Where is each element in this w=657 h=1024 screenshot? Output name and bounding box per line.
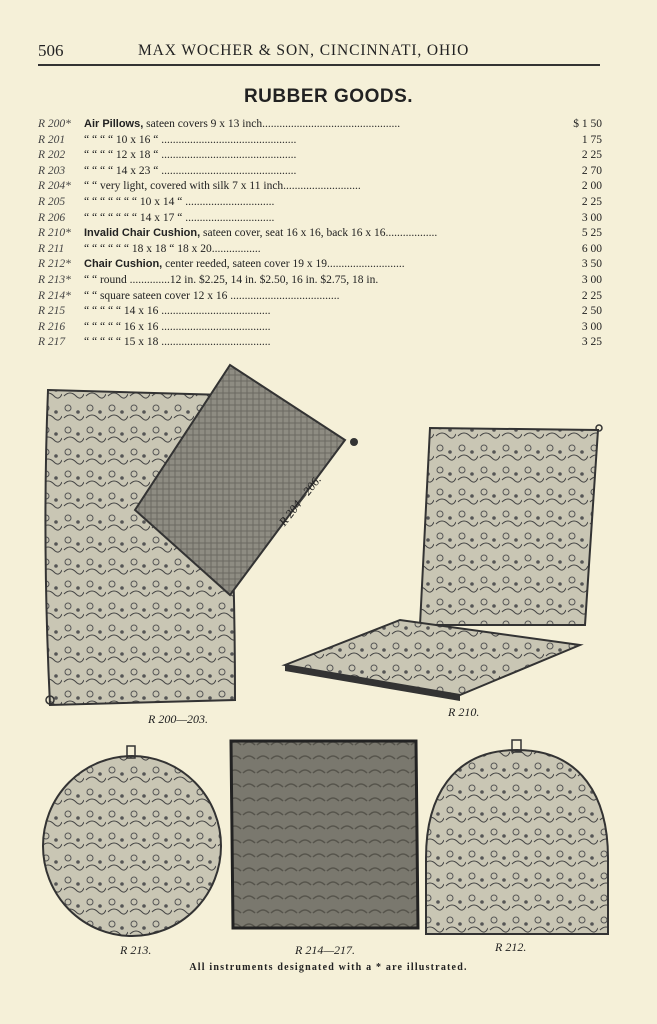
price-list-row xyxy=(38,117,602,133)
item-code: R 211 xyxy=(38,242,65,255)
price-list xyxy=(38,117,602,351)
section-title: RUBBER GOODS. xyxy=(243,86,414,107)
header-rule xyxy=(38,64,600,66)
item-code: R 205 xyxy=(38,195,66,208)
item-code: R 200* xyxy=(38,118,71,130)
price-list-row xyxy=(38,320,602,336)
item-price: 2 25 xyxy=(581,149,602,162)
square-cushion-caption: R 214—217. xyxy=(295,943,355,957)
item-description: “ “ “ “ 12 x 18 “ ............................................... xyxy=(84,149,297,162)
price-list-row xyxy=(38,179,602,195)
square-cushion-illustration xyxy=(228,738,420,932)
price-list-row xyxy=(38,164,602,180)
item-price: 3 00 xyxy=(581,211,602,224)
item-description: Invalid Chair Cushion, sateen cover, seat 16 x 16, back 16 x 16.................. xyxy=(84,227,438,240)
item-code: R 201 xyxy=(38,133,66,146)
price-list-row xyxy=(38,133,602,149)
item-description: “ “ “ “ “ “ 18 x 18 “ 18 x 20................. xyxy=(84,242,261,255)
item-price: 1 75 xyxy=(581,133,602,146)
price-list-row xyxy=(38,273,602,289)
item-code: R 202 xyxy=(38,149,66,162)
silk-pillow-caption: R 204—206. xyxy=(276,472,324,529)
item-description: “ “ “ “ “ “ “ 10 x 14 “ ............................... xyxy=(84,195,275,208)
item-price: 2 70 xyxy=(581,164,602,177)
item-price: 3 00 xyxy=(581,273,602,286)
item-price: 3 50 xyxy=(581,258,602,271)
item-description: “ “ “ “ “ 16 x 16 ...................................... xyxy=(84,320,271,333)
air-pillow-caption: R 200—203. xyxy=(148,712,208,726)
price-list-row xyxy=(38,226,602,242)
item-code: R 215 xyxy=(38,305,66,318)
price-list-row xyxy=(38,289,602,305)
item-price: 5 25 xyxy=(581,227,602,240)
price-list-row xyxy=(38,211,602,227)
item-code: R 217 xyxy=(38,336,66,349)
item-code: R 213* xyxy=(38,273,71,286)
item-code: R 204* xyxy=(38,180,71,193)
price-list-row xyxy=(38,257,602,273)
item-description: “ “ “ “ “ “ “ 14 x 17 “ ............................... xyxy=(84,211,275,224)
item-code: R 210* xyxy=(38,227,71,240)
item-description: “ “ “ “ “ 14 x 16 ...................................... xyxy=(84,305,271,318)
item-price: 3 00 xyxy=(581,320,602,333)
item-price: $ 1 50 xyxy=(573,118,602,130)
item-description: Chair Cushion, center reeded, sateen cover 19 x 19........................... xyxy=(84,258,405,271)
item-price: 3 25 xyxy=(581,336,602,349)
chair-cushion-caption: R 210. xyxy=(448,705,480,719)
item-price: 2 50 xyxy=(581,305,602,318)
footnote: All instruments designated with a * are illustrated. xyxy=(189,962,468,973)
price-list-row xyxy=(38,242,602,258)
item-price: 2 25 xyxy=(581,289,602,302)
item-code: R 216 xyxy=(38,320,66,333)
item-description: “ “ very light, covered with silk 7 x 11 inch........................... xyxy=(84,180,361,193)
item-price: 2 00 xyxy=(581,180,602,193)
item-description: “ “ round ..............12 in. $2.25, 14 in. $2.50, 16 in. $2.75, 18 in. xyxy=(84,273,379,286)
price-list-row xyxy=(38,195,602,211)
item-description: Air Pillows, sateen covers 9 x 13 inch................................................ xyxy=(84,118,401,130)
item-price: 6 00 xyxy=(581,242,602,255)
item-code: R 212* xyxy=(38,258,71,271)
price-list-row xyxy=(38,335,602,351)
item-description: “ “ “ “ 10 x 16 “ ............................................... xyxy=(84,133,297,146)
item-description: “ “ square sateen cover 12 x 16 ...................................... xyxy=(84,289,340,302)
running-title: MAX WOCHER & SON, CINCINNATI, OHIO xyxy=(138,42,470,59)
item-description: “ “ “ “ “ 15 x 18 ...................................... xyxy=(84,336,271,349)
item-code: R 206 xyxy=(38,211,66,224)
price-list-row xyxy=(38,304,602,320)
chair-cushion-illustration xyxy=(280,420,610,705)
price-list-row xyxy=(38,148,602,164)
center-reeded-cushion-caption: R 212. xyxy=(495,940,527,954)
round-cushion-illustration xyxy=(40,742,225,942)
page-header xyxy=(38,41,598,63)
page-number: 506 xyxy=(38,41,64,60)
item-code: R 203 xyxy=(38,164,66,177)
item-description: “ “ “ “ 14 x 23 “ ............................................... xyxy=(84,164,297,177)
round-cushion-caption: R 213. xyxy=(120,943,152,957)
item-code: R 214* xyxy=(38,289,71,302)
center-reeded-cushion-illustration xyxy=(422,738,612,938)
item-price: 2 25 xyxy=(581,195,602,208)
